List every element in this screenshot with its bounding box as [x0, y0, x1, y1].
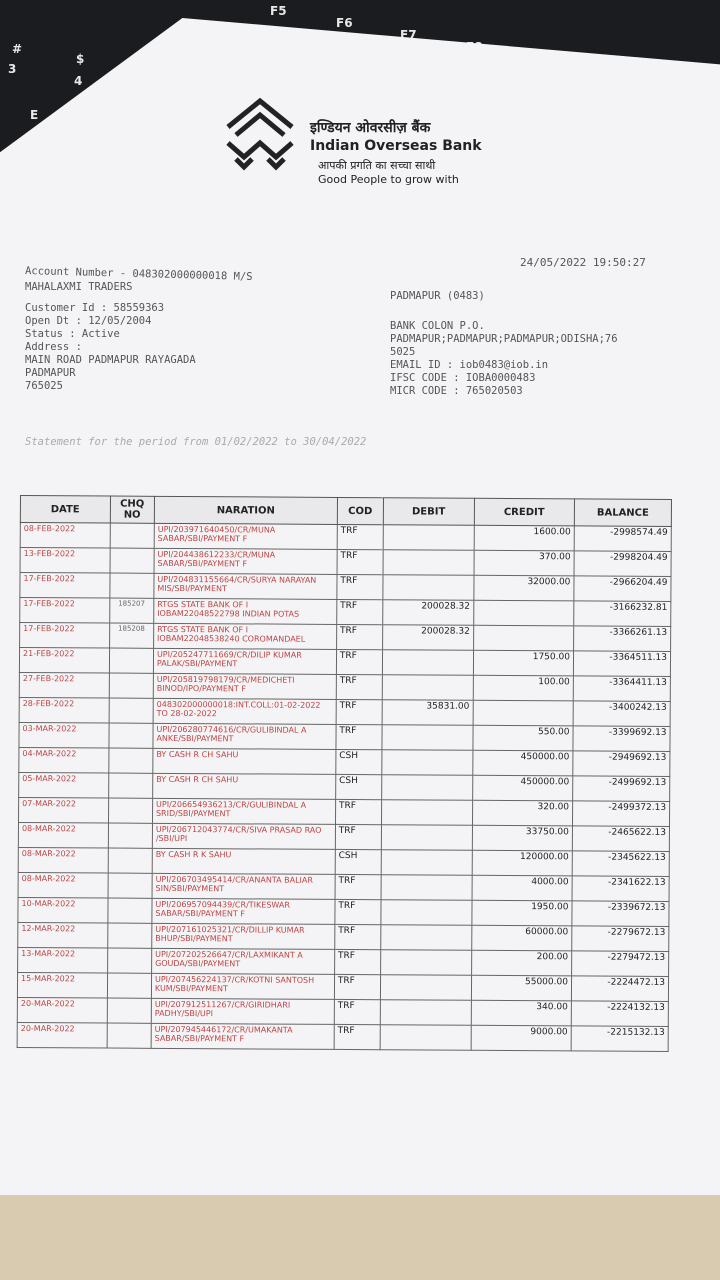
- cell-date: 08-MAR-2022: [18, 872, 108, 898]
- cell-chq: [108, 798, 152, 823]
- cell-nar: UPI/206703495414/CR/ANANTA BALIAR SIN/SBI/PAYMENT: [152, 873, 335, 899]
- cell-nar: UPI/206280774616/CR/GULIBINDAL A ANKE/SBI/PAYMENT: [153, 723, 336, 749]
- cell-nar: UPI/206654936213/CR/GULIBINDAL A SRID/SBI/PAYMENT: [152, 798, 335, 824]
- key-f6: F6: [336, 16, 353, 30]
- cell-chq: [110, 548, 154, 573]
- transactions-table: [17, 495, 672, 1052]
- account-status: Status : Active: [25, 328, 120, 340]
- cell-balance: -3399692.13: [573, 726, 670, 752]
- statement-period: Statement for the period from 01/02/2022 to 30/04/2022: [25, 436, 367, 448]
- cell-cod: TRF: [334, 1024, 380, 1049]
- account-name: MAHALAXMI TRADERS: [25, 281, 133, 293]
- cell-credit: 32000.00: [474, 575, 574, 601]
- statement-timestamp: 24/05/2022 19:50:27: [520, 256, 646, 269]
- cell-nar: BY CASH R K SAHU: [152, 848, 335, 874]
- cell-chq: [108, 773, 152, 798]
- cell-credit: 450000.00: [472, 750, 572, 776]
- cell-nar: UPI/207456224137/CR/KOTNI SANTOSH KUM/SBI/PAYMENT: [151, 973, 334, 999]
- cell-cod: TRF: [335, 924, 381, 949]
- cell-date: 03-MAR-2022: [19, 722, 109, 748]
- cell-credit: 200.00: [471, 950, 571, 976]
- open-date: Open Dt : 12/05/2004: [25, 315, 152, 327]
- bank-tagline: Good People to grow with: [318, 173, 459, 186]
- key-f7: F7: [400, 28, 417, 42]
- cell-nar: UPI/204831155664/CR/SURYA NARAYAN MIS/SBI/PAYMENT: [154, 573, 337, 599]
- cell-debit: [383, 525, 474, 551]
- cell-balance: -3166232.81: [574, 601, 671, 627]
- key-3: 3: [8, 62, 17, 76]
- cell-date: 12-MAR-2022: [18, 922, 108, 948]
- cell-credit: [473, 600, 573, 626]
- cell-cod: TRF: [335, 824, 381, 849]
- cell-chq: 185208: [109, 623, 153, 648]
- account-number: Account Number - 048302000000018 M/S: [24, 265, 253, 283]
- cell-credit: 33750.00: [472, 825, 572, 851]
- cell-nar: RTGS STATE BANK OF I IOBAM22048538240 COROMANDAEL: [154, 623, 337, 649]
- cell-balance: -2279472.13: [572, 951, 669, 977]
- customer-id: Customer Id : 58559363: [25, 302, 165, 314]
- cell-debit: [381, 850, 472, 876]
- cell-nar: UPI/206712043774/CR/SIVA PRASAD RAO /SBI/UPI: [152, 823, 335, 849]
- cell-chq: [107, 1023, 151, 1048]
- cell-nar: UPI/206957094439/CR/TIKESWAR SABAR/SBI/PAYMENT F: [152, 898, 335, 924]
- cell-balance: -2499372.13: [572, 801, 669, 827]
- cell-date: 13-FEB-2022: [20, 548, 110, 574]
- cell-chq: [109, 723, 153, 748]
- cell-cod: TRF: [335, 899, 381, 924]
- cell-debit: [383, 575, 474, 601]
- cell-debit: [381, 800, 472, 826]
- cell-cod: TRF: [336, 674, 382, 699]
- cell-credit: 4000.00: [472, 875, 572, 901]
- cell-balance: -2949692.13: [573, 751, 670, 777]
- branch-email: EMAIL ID : iob0483@iob.in: [390, 359, 549, 371]
- cell-credit: [473, 700, 573, 726]
- cell-date: 20-MAR-2022: [17, 997, 107, 1023]
- cell-debit: [381, 900, 472, 926]
- cell-cod: TRF: [337, 599, 383, 624]
- cell-credit: 320.00: [472, 800, 572, 826]
- table-surface: [0, 1195, 720, 1280]
- cell-balance: -2224132.13: [571, 1001, 668, 1027]
- cell-chq: [107, 923, 151, 948]
- cell-date: 04-MAR-2022: [19, 747, 109, 773]
- cell-balance: -3400242.13: [573, 701, 670, 727]
- cell-nar: UPI/203971640450/CR/MUNA SABAR/SBI/PAYMENT F: [154, 523, 337, 549]
- cell-date: 08-MAR-2022: [18, 847, 108, 873]
- cell-credit: 9000.00: [471, 1025, 571, 1051]
- cell-cod: TRF: [337, 549, 383, 574]
- cell-cod: TRF: [336, 724, 382, 749]
- cell-debit: [381, 925, 472, 951]
- cell-balance: -3364411.13: [573, 676, 670, 702]
- cell-chq: [107, 973, 151, 998]
- col-chq-no: CHQ NO: [110, 496, 155, 523]
- cell-balance: -3364511.13: [573, 651, 670, 677]
- cell-date: 17-FEB-2022: [20, 573, 110, 599]
- cell-cod: TRF: [334, 949, 380, 974]
- branch-ifsc: IFSC CODE : IOBA0000483: [390, 372, 536, 384]
- cell-cod: TRF: [336, 649, 382, 674]
- branch-micr: MICR CODE : 765020503: [390, 385, 523, 397]
- cell-date: 17-FEB-2022: [20, 598, 110, 624]
- cell-nar: UPI/207945446172/CR/UMAKANTA SABAR/SBI/PAYMENT F: [151, 1023, 334, 1049]
- cell-debit: [382, 725, 473, 751]
- cell-chq: [108, 823, 152, 848]
- cell-balance: -2499692.13: [573, 776, 670, 802]
- branch-name: PADMAPUR (0483): [390, 290, 485, 302]
- branch-address-1: BANK COLON P.O.: [390, 320, 485, 332]
- cell-date: 21-FEB-2022: [19, 648, 109, 674]
- col-debit: DEBIT: [383, 498, 474, 526]
- cell-cod: TRF: [336, 624, 382, 649]
- cell-cod: TRF: [336, 699, 382, 724]
- cell-debit: [382, 750, 473, 776]
- cell-chq: [108, 848, 152, 873]
- cell-debit: 200028.32: [383, 600, 474, 626]
- cell-credit: 1950.00: [472, 900, 572, 926]
- key-hash: #: [12, 42, 23, 56]
- cell-date: 08-FEB-2022: [20, 523, 110, 549]
- cell-debit: [382, 650, 473, 676]
- cell-balance: -2998204.49: [574, 551, 671, 577]
- cell-date: 10-MAR-2022: [18, 897, 108, 923]
- cell-date: 07-MAR-2022: [18, 797, 108, 823]
- cell-nar: UPI/205247711669/CR/DILIP KUMAR PALAK/SBI/PAYMENT: [153, 648, 336, 674]
- col-date: DATE: [20, 496, 110, 524]
- cell-cod: TRF: [335, 799, 381, 824]
- cell-nar: UPI/205819798179/CR/MEDICHETI BINOD/IPO/PAYMENT F: [153, 673, 336, 699]
- cell-credit: 55000.00: [471, 975, 571, 1001]
- cell-date: 20-MAR-2022: [17, 1022, 107, 1048]
- cell-chq: [108, 873, 152, 898]
- address-line2: PADMAPUR: [25, 367, 76, 379]
- cell-credit: 550.00: [473, 725, 573, 751]
- cell-credit: 1750.00: [473, 650, 573, 676]
- cell-chq: [109, 673, 153, 698]
- cell-cod: TRF: [337, 524, 383, 549]
- col-naration: NARATION: [154, 496, 337, 524]
- cell-nar: 048302000000018:INT.COLL:01-02-2022 TO 28-02-2022: [153, 698, 336, 724]
- cell-debit: [380, 950, 471, 976]
- cell-debit: 200028.32: [382, 625, 473, 651]
- cell-chq: [108, 748, 152, 773]
- cell-credit: 60000.00: [471, 925, 571, 951]
- bank-tagline-hindi: आपकी प्रगति का सच्चा साथी: [318, 159, 436, 172]
- cell-debit: [381, 825, 472, 851]
- cell-credit: 100.00: [473, 675, 573, 701]
- cell-balance: -2224472.13: [571, 976, 668, 1002]
- cell-credit: 340.00: [471, 1000, 571, 1026]
- cell-debit: [381, 775, 472, 801]
- key-e: E: [30, 108, 39, 122]
- cell-debit: [383, 550, 474, 576]
- cell-credit: 120000.00: [472, 850, 572, 876]
- cell-nar: BY CASH R CH SAHU: [153, 773, 336, 799]
- bank-logo-icon: [222, 97, 298, 177]
- cell-chq: [107, 948, 151, 973]
- cell-chq: [109, 698, 153, 723]
- cell-balance: -2998574.49: [574, 526, 671, 552]
- cell-chq: 185207: [109, 598, 153, 623]
- cell-debit: [382, 675, 473, 701]
- cell-debit: [381, 875, 472, 901]
- cell-cod: TRF: [334, 999, 380, 1024]
- cell-balance: -2279672.13: [572, 926, 669, 952]
- key-dollar: $: [76, 52, 85, 66]
- cell-balance: -2341622.13: [572, 876, 669, 902]
- table-header-row: [20, 496, 671, 527]
- cell-cod: CSH: [335, 849, 381, 874]
- cell-date: 05-MAR-2022: [19, 772, 109, 798]
- col-balance: BALANCE: [574, 499, 671, 527]
- bank-name-hindi: इण्डियन ओवरसीज़ बैंक: [310, 120, 431, 136]
- table-row: [17, 1022, 668, 1051]
- cell-nar: UPI/207912511267/CR/GIRIDHARI PADHY/SBI/UPI: [151, 998, 334, 1024]
- cell-balance: -2966204.49: [574, 576, 671, 602]
- cell-date: 17-FEB-2022: [20, 623, 110, 649]
- cell-chq: [107, 898, 151, 923]
- cell-chq: [109, 573, 153, 598]
- cell-nar: UPI/207202526647/CR/LAXMIKANT A GOUDA/SBI/PAYMENT: [152, 948, 335, 974]
- cell-cod: CSH: [336, 774, 382, 799]
- cell-balance: -3366261.13: [573, 626, 670, 652]
- col-cod: COD: [337, 497, 383, 524]
- cell-nar: BY CASH R CH SAHU: [153, 748, 336, 774]
- cell-credit: 450000.00: [472, 775, 572, 801]
- col-credit: CREDIT: [474, 498, 574, 526]
- cell-balance: -2339672.13: [572, 901, 669, 927]
- cell-balance: -2215132.13: [571, 1026, 668, 1052]
- cell-balance: -2345622.13: [572, 851, 669, 877]
- cell-cod: TRF: [334, 974, 380, 999]
- cell-date: 28-FEB-2022: [19, 697, 109, 723]
- cell-nar: RTGS STATE BANK OF I IOBAM22048522798 INDIAN POTAS: [154, 598, 337, 624]
- key-4: 4: [74, 74, 83, 88]
- cell-chq: [109, 648, 153, 673]
- address-line1: MAIN ROAD PADMAPUR RAYAGADA: [25, 354, 196, 366]
- cell-date: 08-MAR-2022: [18, 822, 108, 848]
- branch-address-2: PADMAPUR;PADMAPUR;PADMAPUR;ODISHA;76: [390, 333, 618, 345]
- cell-balance: -2465622.13: [572, 826, 669, 852]
- cell-debit: [380, 1000, 471, 1026]
- cell-cod: TRF: [337, 574, 383, 599]
- cell-credit: 370.00: [474, 550, 574, 576]
- cell-debit: [380, 975, 471, 1001]
- cell-chq: [107, 998, 151, 1023]
- address-pin: 765025: [25, 380, 63, 392]
- address-label: Address :: [25, 341, 82, 353]
- cell-nar: UPI/204438612233/CR/MUNA SABAR/SBI/PAYMENT F: [154, 548, 337, 574]
- cell-chq: [110, 523, 154, 548]
- cell-credit: 1600.00: [474, 525, 574, 551]
- cell-debit: [380, 1025, 471, 1051]
- cell-credit: [473, 625, 573, 651]
- cell-nar: UPI/207161025321/CR/DILLIP KUMAR BHUP/SBI/PAYMENT: [152, 923, 335, 949]
- cell-cod: CSH: [336, 749, 382, 774]
- cell-date: 15-MAR-2022: [17, 972, 107, 998]
- bank-name: Indian Overseas Bank: [310, 138, 482, 154]
- cell-date: 27-FEB-2022: [19, 672, 109, 698]
- key-f5: F5: [270, 4, 287, 18]
- cell-cod: TRF: [335, 874, 381, 899]
- branch-address-3: 5025: [390, 346, 416, 358]
- cell-date: 13-MAR-2022: [18, 947, 108, 973]
- cell-debit: 35831.00: [382, 700, 473, 726]
